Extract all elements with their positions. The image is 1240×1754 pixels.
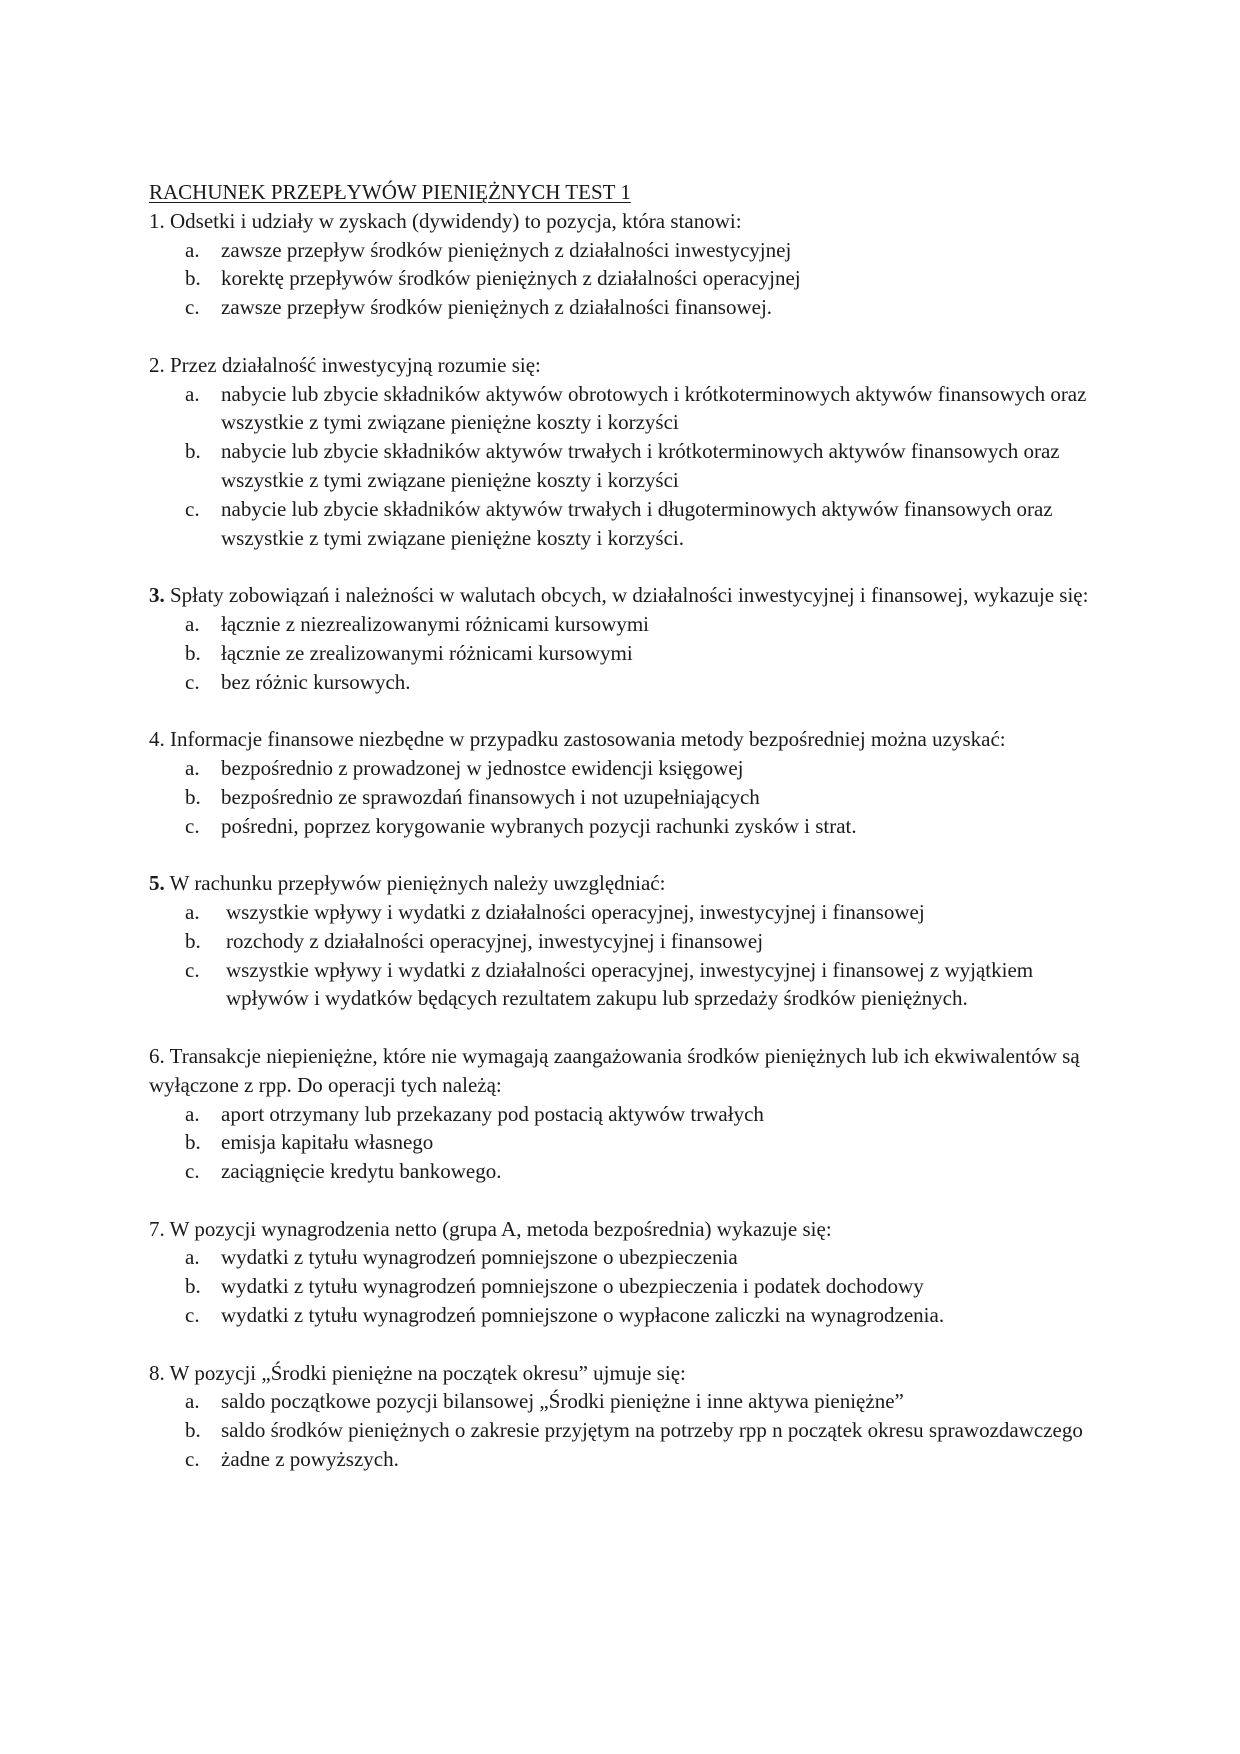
answer-c (149, 495, 1089, 553)
answer-text: żadne z powyższych. (221, 1447, 399, 1472)
answer-text: saldo środków pieniężnych o zakresie przyjętym na potrzeby rpp n początek okresu sprawozdawczego (221, 1418, 1083, 1443)
answer-c (149, 812, 1089, 841)
answer-text: wszystkie wpływy i wydatki z działalności operacyjnej, inwestycyjnej i finansowej (226, 899, 925, 924)
question-6 (149, 1042, 1089, 1186)
answer-text: wydatki z tytułu wynagrodzeń pomniejszone o ubezpieczenia (221, 1245, 738, 1270)
question-number: 4. (149, 727, 165, 752)
answer-text: aport otrzymany lub przekazany pod postacią aktywów trwałych (221, 1101, 764, 1126)
answer-letter: a. (185, 1101, 200, 1126)
answer-b (149, 264, 1089, 293)
answer-text: łącznie z niezrealizowanymi różnicami kursowymi (221, 611, 649, 636)
answer-a (149, 610, 1089, 639)
answer-letter: c. (185, 669, 200, 694)
question-number: 8. (149, 1360, 165, 1385)
question-text (149, 1215, 1089, 1244)
answer-a (149, 898, 1089, 927)
question-text (149, 581, 1089, 610)
question-body: W pozycji „Środki pieniężne na początek okresu” ujmuje się: (169, 1360, 686, 1385)
answer-text: łącznie ze zrealizowanymi różnicami kursowymi (221, 640, 633, 665)
answer-letter: c. (185, 295, 200, 320)
answer-list (149, 898, 1089, 1013)
answer-b (149, 1128, 1089, 1157)
answer-list (149, 610, 1089, 696)
question-body: W rachunku przepływów pieniężnych należy uwzględniać: (169, 871, 666, 896)
answer-letter: b. (185, 1130, 201, 1155)
question-text (149, 725, 1089, 754)
answer-text: nabycie lub zbycie składników aktywów obrotowych i krótkoterminowych aktywów finansowych oraz wszystkie z tymi związane pieniężne koszty i korzyści (221, 381, 1087, 435)
answer-text: pośredni, poprzez korygowanie wybranych pozycji rachunki zysków i strat. (221, 813, 857, 838)
question-text (149, 1042, 1089, 1100)
answer-list (149, 1243, 1089, 1329)
answer-text: wydatki z tytułu wynagrodzeń pomniejszone o ubezpieczenia i podatek dochodowy (221, 1274, 924, 1299)
question-1 (149, 207, 1089, 322)
answer-letter: a. (185, 1245, 200, 1270)
question-number: 7. (149, 1216, 165, 1241)
answer-c (149, 293, 1089, 322)
question-4 (149, 725, 1089, 840)
answer-a (149, 754, 1089, 783)
answer-text: zaciągnięcie kredytu bankowego. (221, 1159, 502, 1184)
answer-c (149, 1445, 1089, 1474)
question-number: 1. (149, 208, 165, 233)
answer-letter: a. (185, 1389, 200, 1414)
question-body: Transakcje niepieniężne, które nie wymagają zaangażowania środków pieniężnych lub ich ekwiwalentów są wyłączone z rpp. Do operacji tych należą: (149, 1043, 1080, 1097)
question-text (149, 869, 1089, 898)
answer-c (149, 668, 1089, 697)
answer-letter: a. (185, 899, 200, 924)
answer-a (149, 380, 1089, 438)
answer-letter: c. (185, 957, 200, 982)
answer-text: bez różnic kursowych. (221, 669, 411, 694)
question-number: 5. (149, 871, 165, 896)
answer-a (149, 1100, 1089, 1129)
answer-text: wszystkie wpływy i wydatki z działalności operacyjnej, inwestycyjnej i finansowej z wyjątkiem wpływów i wydatków będących rezultatem zakupu lub sprzedaży środków pieniężnych. (226, 957, 1034, 1011)
answer-text: zawsze przepływ środków pieniężnych z działalności inwestycyjnej (221, 237, 792, 262)
answer-letter: c. (185, 1447, 200, 1472)
answer-list (149, 1100, 1089, 1186)
answer-text: wydatki z tytułu wynagrodzeń pomniejszone o wypłacone zaliczki na wynagrodzenia. (221, 1303, 945, 1328)
question-body: Informacje finansowe niezbędne w przypadku zastosowania metody bezpośredniej można uzyskać: (170, 727, 1006, 752)
answer-text: bezpośrednio z prowadzonej w jednostce ewidencji księgowej (221, 755, 744, 780)
question-number: 3. (149, 583, 165, 608)
answer-b (149, 783, 1089, 812)
answer-list (149, 380, 1089, 553)
answer-text: bezpośrednio ze sprawozdań finansowych i not uzupełniających (221, 784, 760, 809)
answer-letter: a. (185, 755, 200, 780)
answer-a (149, 1387, 1089, 1416)
answer-c (149, 1301, 1089, 1330)
answer-letter: b. (185, 1274, 201, 1299)
answer-letter: a. (185, 381, 200, 406)
question-body: W pozycji wynagrodzenia netto (grupa A, metoda bezpośrednia) wykazuje się: (169, 1216, 832, 1241)
answer-a (149, 1243, 1089, 1272)
answer-text: rozchody z działalności operacyjnej, inwestycyjnej i finansowej (226, 928, 764, 953)
answer-b (149, 1416, 1089, 1445)
answer-c (149, 956, 1089, 1014)
answer-b (149, 639, 1089, 668)
answer-letter: b. (185, 266, 201, 291)
answer-text: nabycie lub zbycie składników aktywów trwałych i krótkoterminowych aktywów finansowych oraz wszystkie z tymi związane pieniężne koszty i korzyści (221, 439, 1060, 492)
answer-text: korektę przepływów środków pieniężnych z działalności operacyjnej (221, 266, 801, 291)
answer-letter: c. (185, 496, 200, 521)
answer-letter: c. (185, 1303, 200, 1328)
answer-letter: b. (185, 928, 201, 953)
answer-text: zawsze przepływ środków pieniężnych z działalności finansowej. (221, 295, 773, 320)
answer-letter: b. (185, 784, 201, 809)
answer-letter: a. (185, 611, 200, 636)
question-text (149, 351, 1089, 380)
answer-text: nabycie lub zbycie składników aktywów trwałych i długoterminowych aktywów finansowych oraz wszystkie z tymi związane pieniężne koszty i korzyści. (221, 496, 1053, 550)
answer-b (149, 927, 1089, 956)
answer-list (149, 754, 1089, 840)
question-7 (149, 1215, 1089, 1330)
answer-letter: c. (185, 813, 200, 838)
question-body: Przez działalność inwestycyjną rozumie się: (170, 352, 541, 377)
question-3 (149, 581, 1089, 696)
answer-letter: b. (185, 1418, 201, 1443)
answer-text: emisja kapitału własnego (221, 1130, 434, 1155)
answer-b (149, 437, 1089, 495)
answer-letter: b. (185, 439, 201, 464)
question-number: 6. (149, 1043, 165, 1068)
answer-a (149, 236, 1089, 265)
question-body: Spłaty zobowiązań i należności w walutach obcych, w działalności inwestycyjnej i finansowej, wykazuje się: (170, 583, 1089, 608)
question-text (149, 207, 1089, 236)
question-2 (149, 351, 1089, 553)
answer-b (149, 1272, 1089, 1301)
answer-list (149, 236, 1089, 322)
document-page (149, 178, 1089, 1503)
question-8 (149, 1359, 1089, 1474)
question-5 (149, 869, 1089, 1013)
answer-c (149, 1157, 1089, 1186)
answer-letter: c. (185, 1159, 200, 1184)
question-text (149, 1359, 1089, 1388)
answer-letter: b. (185, 640, 201, 665)
document-title: RACHUNEK PRZEPŁYWÓW PIENIĘŻNYCH TEST 1 (149, 180, 631, 204)
answer-letter: a. (185, 237, 200, 262)
question-body: Odsetki i udziały w zyskach (dywidendy) to pozycja, która stanowi: (170, 208, 742, 233)
answer-text: saldo początkowe pozycji bilansowej „Środki pieniężne i inne aktywa pieniężne” (221, 1389, 904, 1414)
answer-list (149, 1387, 1089, 1473)
question-number: 2. (149, 352, 165, 377)
